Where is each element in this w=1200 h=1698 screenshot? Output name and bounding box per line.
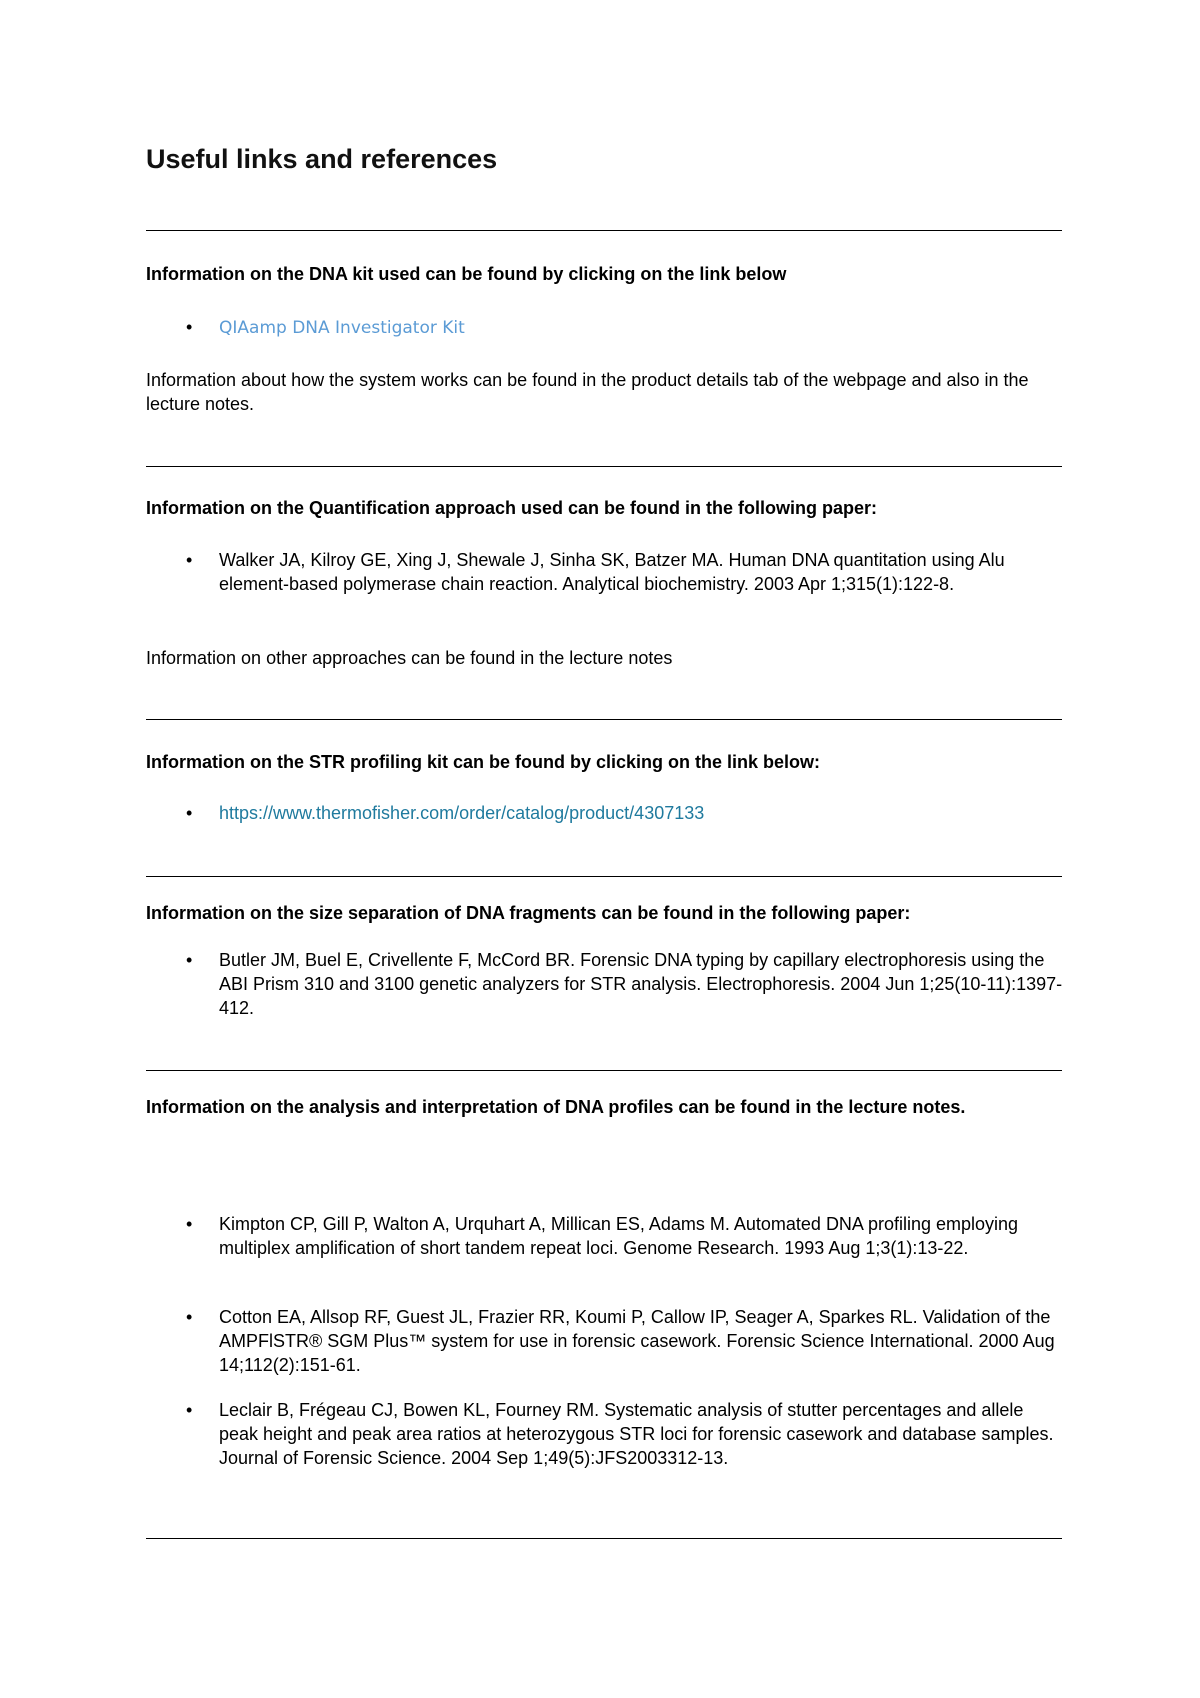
dna-kit-paragraph: Information about how the system works can be found in the product details tab of the webpage and also in the lecture notes. bbox=[146, 370, 1029, 414]
divider bbox=[146, 230, 1062, 231]
bullet-icon: • bbox=[186, 1214, 193, 1234]
walker-reference: Walker JA, Kilroy GE, Xing J, Shewale J, Sinha SK, Batzer MA. Human DNA quantitation using Alu element-based polymerase chain reaction. Analytical biochemistry. 2003 Apr 1;315(1):122-8. bbox=[219, 550, 1005, 594]
divider bbox=[146, 719, 1062, 720]
divider bbox=[146, 1070, 1062, 1071]
butler-reference: Butler JM, Buel E, Crivellente F, McCord BR. Forensic DNA typing by capillary electrophoresis using the ABI Prism 310 and 3100 genetic analyzers for STR analysis. Electrophoresis. 2004 Jun 1;25(10-11):1397-412. bbox=[219, 950, 1063, 1018]
qiaamp-kit-link[interactable]: QIAamp DNA Investigator Kit bbox=[219, 318, 465, 338]
bullet-icon: • bbox=[186, 1400, 193, 1420]
quantification-paragraph: Information on other approaches can be found in the lecture notes bbox=[146, 648, 673, 668]
divider bbox=[146, 466, 1062, 467]
divider bbox=[146, 1538, 1062, 1539]
bullet-icon: • bbox=[186, 317, 193, 337]
bullet-icon: • bbox=[186, 950, 193, 970]
cotton-reference: Cotton EA, Allsop RF, Guest JL, Frazier RR, Koumi P, Callow IP, Seager A, Sparkes RL. Validation of the AMPFlSTR® SGM Plus™ system for use in forensic casework. Forensic Science International. 2000 Aug 14;112(2):151-61. bbox=[219, 1307, 1055, 1375]
size-separation-heading: Information on the size separation of DNA fragments can be found in the following paper: bbox=[146, 903, 911, 923]
analysis-heading: Information on the analysis and interpretation of DNA profiles can be found in the lecture notes. bbox=[146, 1097, 966, 1117]
str-kit-heading: Information on the STR profiling kit can be found by clicking on the link below: bbox=[146, 752, 821, 772]
divider bbox=[146, 876, 1062, 877]
kimpton-reference: Kimpton CP, Gill P, Walton A, Urquhart A, Millican ES, Adams M. Automated DNA profiling employing multiplex amplification of short tandem repeat loci. Genome Research. 1993 Aug 1;3(1):13-22. bbox=[219, 1214, 1019, 1258]
bullet-icon: • bbox=[186, 1307, 193, 1327]
page-title: Useful links and references bbox=[146, 144, 498, 174]
leclair-reference: Leclair B, Frégeau CJ, Bowen KL, Fourney RM. Systematic analysis of stutter percentages and allele peak height and peak area ratios at heterozygous STR loci for forensic casework and database samples. Journal of Forensic Science. 2004 Sep 1;49(5):JFS2003312-13. bbox=[219, 1400, 1054, 1468]
thermofisher-link[interactable]: https://www.thermofisher.com/order/catalog/product/4307133 bbox=[219, 803, 705, 823]
bullet-icon: • bbox=[186, 550, 193, 570]
quantification-heading: Information on the Quantification approach used can be found in the following paper: bbox=[146, 498, 878, 518]
dna-kit-heading: Information on the DNA kit used can be found by clicking on the link below bbox=[146, 264, 787, 284]
bullet-icon: • bbox=[186, 803, 193, 823]
